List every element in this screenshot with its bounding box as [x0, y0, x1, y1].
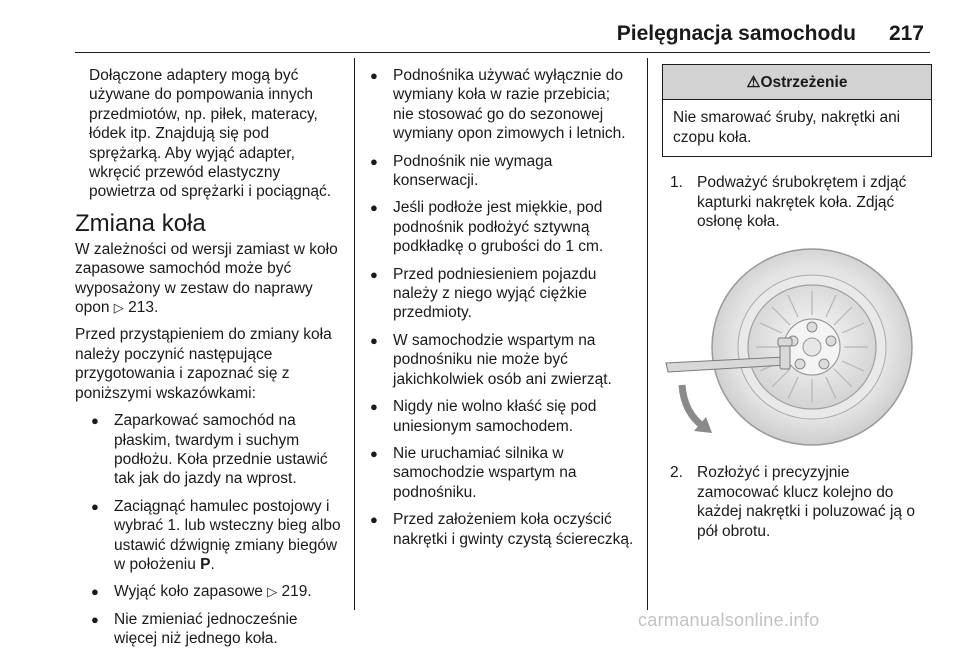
step-item [670, 463, 932, 541]
bullet-dot: ● [91, 498, 99, 514]
spare-wheel-ref: 219. [281, 583, 312, 601]
list-item [368, 66, 634, 144]
bullet-dot: ● [370, 512, 378, 528]
list-item [368, 198, 634, 256]
step-item [670, 173, 932, 231]
column-left [75, 58, 343, 657]
list-item [368, 265, 634, 323]
repair-kit-text: W zależności od wersji zamiast w koło zapasowe samochód może być wyposażony w zestaw do naprawy opon [75, 240, 338, 317]
column-right [662, 58, 932, 549]
preparation-list [75, 411, 343, 648]
bullet-text: Przed podniesieniem pojazdu należy z niego wyjąć ciężkie przedmioty. [393, 265, 597, 322]
preparation-paragraph: Przed przystąpieniem do zmiany koła należy poczynić następujące przygotowania i zapoznać się z poniższymi wskazówkami: [75, 326, 332, 402]
bullet-text: Przed założeniem koła oczyścić nakrętki i gwinty czystą ściereczką. [393, 511, 634, 548]
bullet-dot: ● [91, 611, 99, 627]
bullet-dot: ● [91, 584, 99, 600]
bullet-end: . [210, 555, 215, 573]
page-header [0, 0, 960, 52]
repair-kit-ref: 213. [128, 299, 159, 317]
watermark: carmanualsonline.info [638, 610, 820, 630]
list-item [368, 510, 634, 549]
list-item [368, 152, 634, 191]
list-item [89, 497, 343, 575]
steps-list-continued [662, 463, 932, 541]
list-item [368, 331, 634, 389]
bullet-text: Jeśli podłoże jest miękkie, pod podnośnik podłożyć sztywną podkładkę o grubości do 1 cm. [393, 199, 604, 256]
list-item [368, 397, 634, 436]
warning-body: Nie smarować śruby, nakrętki ani czopu koła. [673, 109, 901, 146]
list-item [89, 610, 343, 649]
gear-position-p: P [200, 555, 211, 573]
bullet-dot: ● [370, 200, 378, 216]
bullet-dot: ● [370, 445, 378, 461]
steps-list [662, 173, 932, 231]
page-number: 217 [888, 22, 924, 45]
column-divider-1 [354, 58, 355, 610]
bullet-dot: ● [370, 153, 378, 169]
header-title: Pielęgnacja samochodu [616, 22, 856, 45]
header-rule [75, 52, 930, 53]
bullet-dot: ● [370, 399, 378, 415]
reference-arrow-icon: ▷ [113, 300, 124, 316]
step-text: Rozłożyć i precyzyjnie zamocować klucz kolejno do każdej nakrętki i poluzować ją o pół obrotu. [697, 464, 915, 540]
bullet-dot: ● [370, 266, 378, 282]
bullet-text: Podnośnika używać wyłącznie do wymiany koła w razie przebicia; nie stosować go do sezonowej wymiany opon zimowych i letnich. [393, 67, 626, 143]
jack-list [368, 66, 634, 549]
list-item [368, 444, 634, 502]
warning-triangle-icon: ⚠ [746, 74, 761, 91]
step-text: Podważyć śrubokrętem i zdjąć kapturki nakrętek koła. Zdjąć osłonę koła. [697, 174, 907, 231]
step-number: 1. [670, 174, 683, 192]
step-number: 2. [670, 464, 683, 482]
bullet-text: W samochodzie wspartym na podnośniku nie może być jakichkolwiek osób ani zwierząt. [393, 331, 612, 388]
hub-centre [803, 338, 821, 356]
rotation-arrow-icon [682, 385, 704, 427]
bullet-text: Zaciągnąć hamulec postojowy i wybrać 1. lub wsteczny bieg albo ustawić dźwignię zmiany biegów w położeniu [114, 497, 341, 573]
column-middle [368, 58, 634, 557]
bullet-text: Nie uruchamiać silnika w samochodzie wspartym na podnośniku. [393, 444, 577, 501]
adapter-paragraph: Dołączone adaptery mogą być używane do pompowania innych przedmiotów, np. piłek, materacy, łódek itp. Znajdują się pod sprężarką. Aby wyjąć adapter, wkręcić przewód elastyczny powietrza od sprężarki i pociągnąć. [89, 67, 332, 201]
bullet-dot: ● [370, 332, 378, 348]
repair-kit-paragraph [75, 240, 343, 318]
wheel-wrench-illustration [662, 245, 924, 451]
bullet-text: Podnośnik nie wymaga konserwacji. [393, 152, 553, 190]
warning-title: Ostrzeżenie [760, 74, 848, 91]
warning-box [662, 64, 932, 157]
list-item [89, 582, 343, 601]
warning-header [663, 65, 931, 100]
bullet-dot: ● [370, 68, 378, 83]
list-item [89, 411, 343, 489]
bullet-text: Nie zmieniać jednocześnie więcej niż jednego koła. [114, 610, 298, 648]
bullet-dot: ● [91, 413, 99, 429]
bullet-text: Zaparkować samochód na płaskim, twardym i suchym podłożu. Koła przednie ustawić tak jak do jazdy na wprost. [114, 412, 328, 488]
bullet-text: Nigdy nie wolno kłaść się pod uniesionym samochodem. [393, 398, 597, 435]
bullet-text: Wyjąć koło zapasowe [114, 583, 263, 601]
column-divider-2 [647, 58, 648, 610]
reference-arrow-icon: ▷ [267, 584, 278, 600]
section-heading: Zmiana koła [75, 209, 206, 237]
